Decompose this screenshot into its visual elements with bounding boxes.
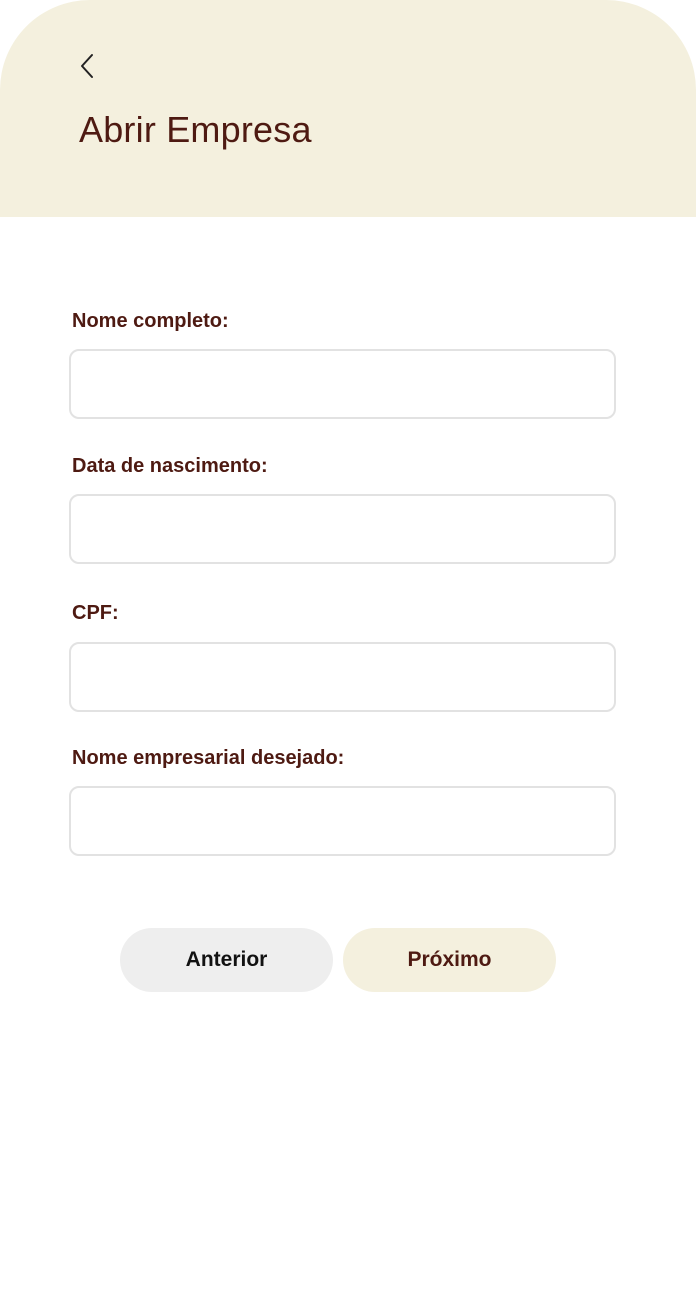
birth-date-input[interactable] xyxy=(69,494,616,564)
company-name-label: Nome empresarial desejado: xyxy=(72,747,345,769)
cpf-input[interactable] xyxy=(69,642,616,712)
back-button[interactable] xyxy=(70,48,104,84)
chevron-left-icon xyxy=(78,52,96,80)
next-button[interactable]: Próximo xyxy=(343,928,556,992)
cpf-label: CPF: xyxy=(72,602,119,624)
full-name-input[interactable] xyxy=(69,349,616,419)
header xyxy=(0,0,696,217)
previous-button[interactable]: Anterior xyxy=(120,928,333,992)
full-name-label: Nome completo: xyxy=(72,310,229,332)
page-title: Abrir Empresa xyxy=(79,109,312,150)
company-name-input[interactable] xyxy=(69,786,616,856)
birth-date-label: Data de nascimento: xyxy=(72,455,268,477)
